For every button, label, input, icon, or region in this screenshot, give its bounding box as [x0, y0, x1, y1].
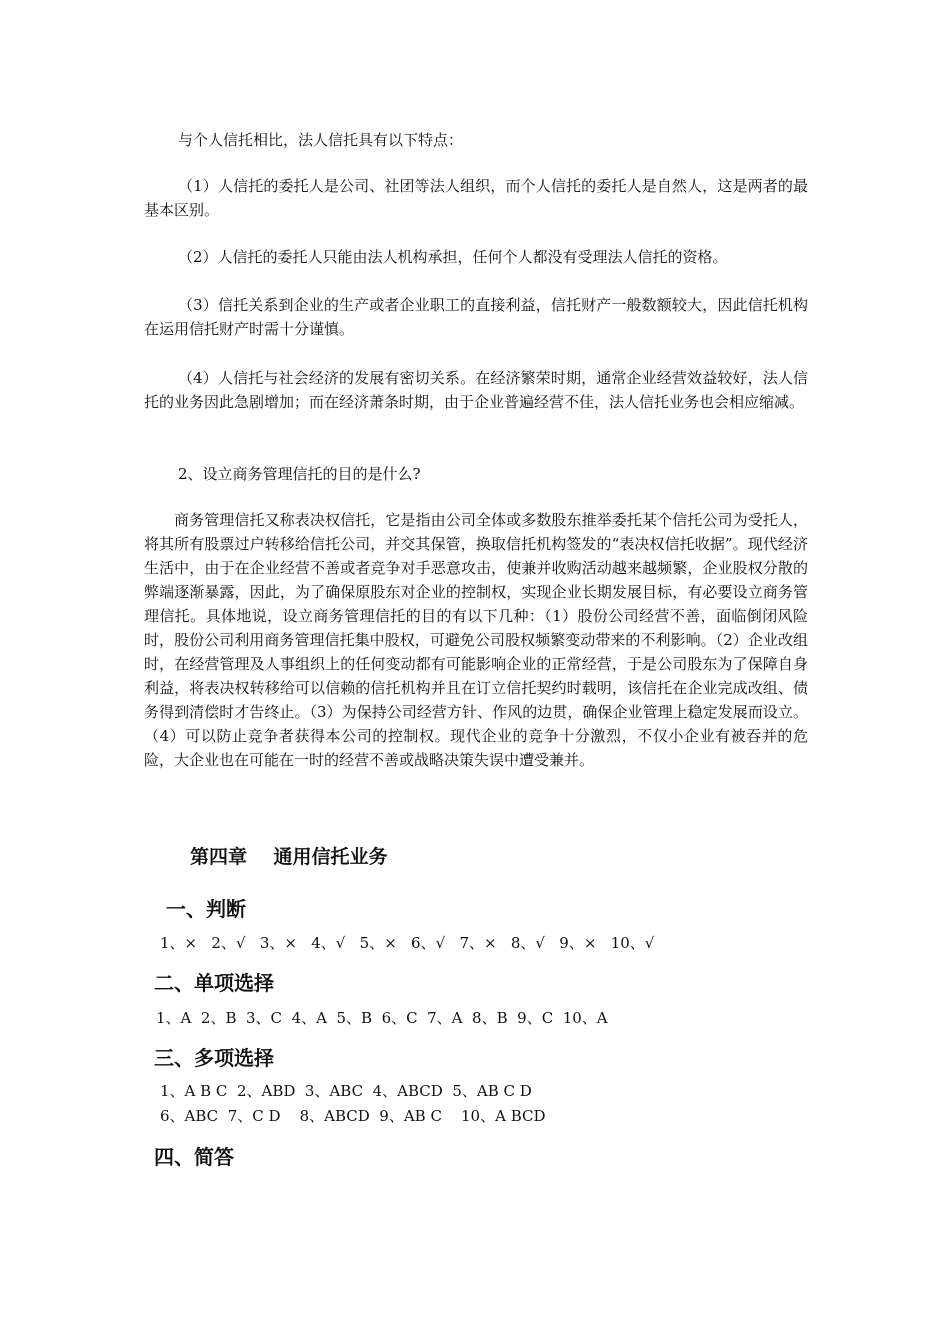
feature-paragraph-2: （2）人信托的委托人只能由法人机构承担，任何个人都没有受理法人信托的资格。	[178, 248, 728, 266]
judge-answers: 1、× 2、√ 3、× 4、√ 5、× 6、√ 7、× 8、√ 9、× 10、√	[160, 934, 655, 952]
single-answers: 1、A 2、B 3、C 4、A 5、B 6、C 7、A 8、B 9、C 10、A	[156, 1009, 608, 1027]
section-short-title: 四、简答	[154, 1145, 234, 1169]
feature-paragraph-4: （4）人信托与社会经济的发展有密切关系。在经济繁荣时期，通常企业经营效益较好，法人信托的业务因此急剧增加；而在经济萧条时期，由于企业普遍经营不佳，法人信托业务也会相应缩减。	[144, 369, 808, 411]
chapter-title: 第四章 通用信托业务	[190, 846, 388, 868]
section-judge-title: 一、判断	[166, 897, 246, 921]
section-multi-title: 三、多项选择	[154, 1046, 274, 1070]
feature-paragraph-1: （1）人信托的委托人是公司、社团等法人组织，而个人信托的委托人是自然人，这是两者的最基本区别。	[144, 177, 808, 219]
intro-paragraph: 与个人信托相比，法人信托具有以下特点：	[178, 131, 464, 149]
answer-2-paragraph: 商务管理信托又称表决权信托，它是指由公司全体或多数股东推举委托某个信托公司为受托人，将其所有股票过户转移给信托公司，并交其保管，换取信托机构签发的“表决权信托收据”。现代经济生活中，由于在企业经营不善或者竞争对手恶意攻击，使兼并收购活动越来越频繁，企业股权分散的弊端逐渐暴露，因此，为了确保原股东对企业的控制权，实现企业长期发展目标，有必要设立商务管理信托。具体地说，设立商务管理信托的目的有以下几种：（1）股份公司经营不善，面临倒闭风险时，股份公司利用商务管理信托集中股权，可避免公司股权频繁变动带来的不利影响。（2）企业改组时，在经营管理及人事组织上的任何变动都有可能影响企业的正常经营，于是公司股东为了保障自身利益，将表决权转移给可以信赖的信托机构并且在订立信托契约时载明，该信托在企业完成改组、债务得到清偿时才告终止。（3）为保持公司经营方针、作风的边贯，确保企业管理上稳定发展而设立。（4）可以防止竞争者获得本公司的控制权。现代企业的竞争十分激烈，不仅小企业有被吞并的危险，大企业也在可能在一时的经营不善或战略决策失误中遭受兼并。	[144, 511, 808, 769]
multi-answers-line-2: 6、ABC 7、C D 8、ABCD 9、AB C 10、A BCD	[160, 1107, 546, 1125]
section-single-title: 二、单项选择	[154, 971, 274, 995]
question-2: 2、设立商务管理信托的目的是什么?	[178, 465, 421, 483]
multi-answers-line-1: 1、A B C 2、ABD 3、ABC 4、ABCD 5、AB C D	[160, 1082, 532, 1100]
feature-paragraph-3: （3）信托关系到企业的生产或者企业职工的直接利益，信托财产一般数额较大，因此信托机构在运用信托财产时需十分谨慎。	[144, 296, 808, 338]
